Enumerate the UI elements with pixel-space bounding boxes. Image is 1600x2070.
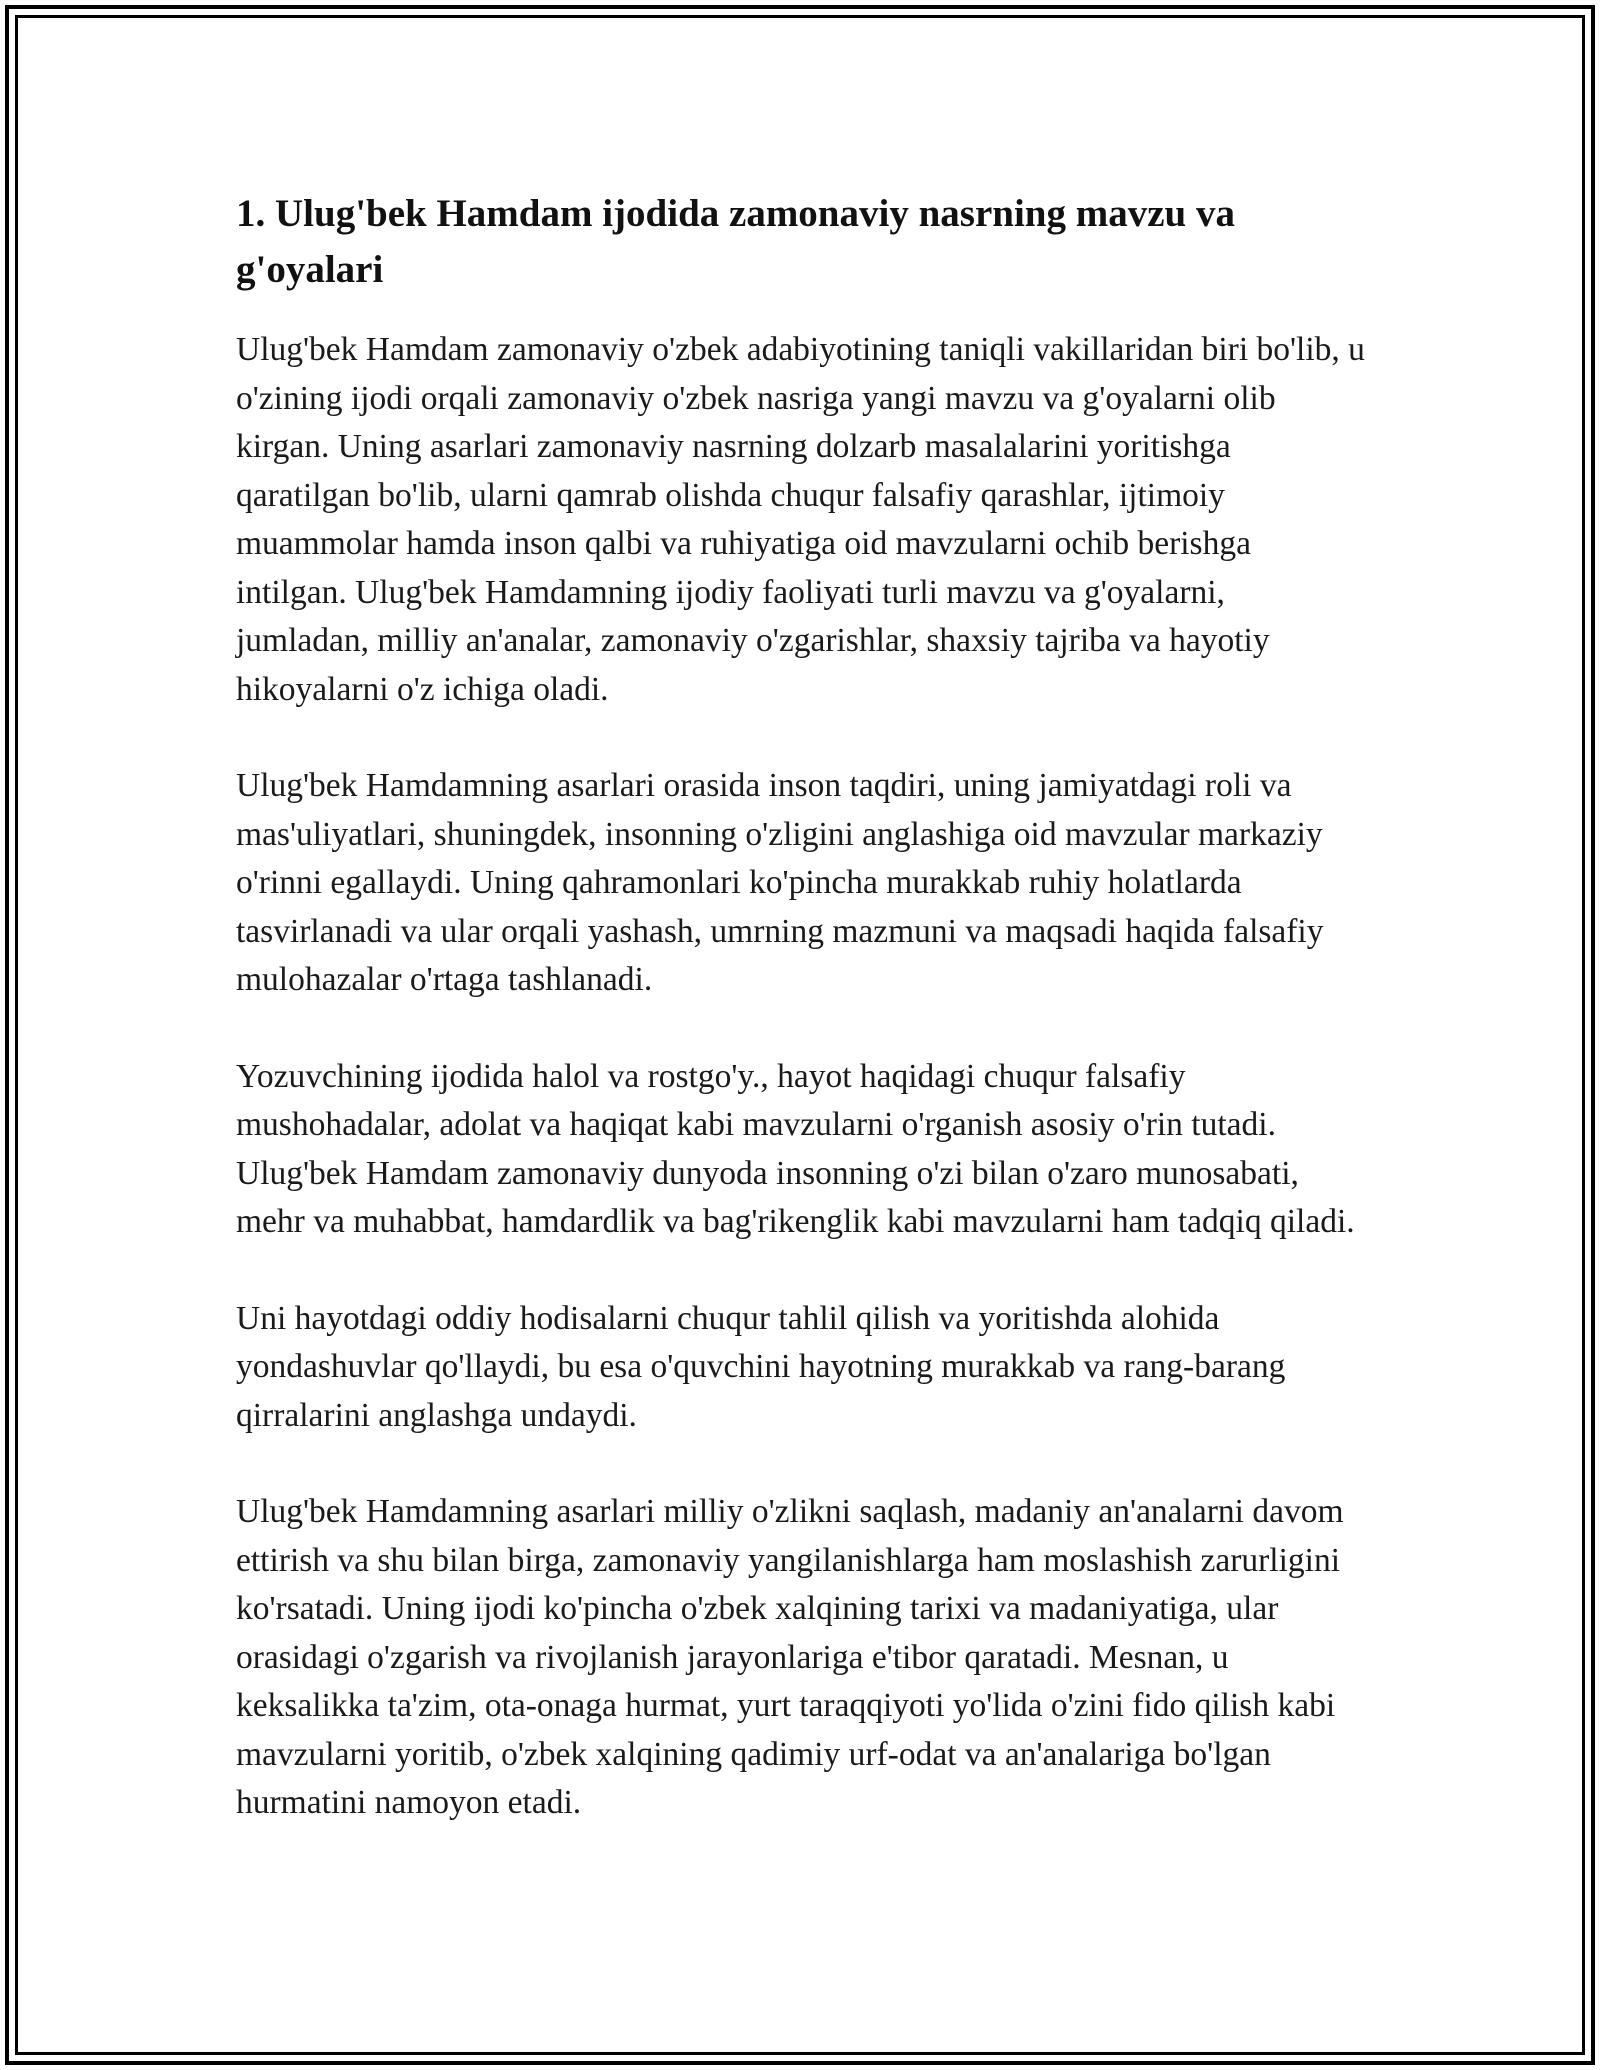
- paragraph-1: Ulug'bek Hamdam zamonaviy o'zbek adabiyotining taniqli vakillaridan biri bo'lib, u o'zining ijodi orqali zamonaviy o'zbek nasriga yangi mavzu va g'oyalarni olib kirgan. Uning asarlari zamonaviy nasrning dolzarb masalalarini yoritishga qaratilgan bo'lib, ularni qamrab olishda chuqur falsafiy qarashlar, ijtimoiy muammolar hamda inson qalbi va ruhiyatiga oid mavzularni ochib berishga intilgan. Ulug'bek Hamdamning ijodiy faoliyati turli mavzu va g'oyalarni, jumladan, milliy an'analar, zamonaviy o'zgarishlar, shaxsiy tajriba va hayotiy hikoyalarni o'z ichiga oladi.: [236, 331, 1365, 708]
- paragraph-3: Yozuvchining ijodida halol va rostgo'y., hayot haqidagi chuqur falsafiy mushohadalar, adolat va haqiqat kabi mavzularni o'rganish asosiy o'rin tutadi. Ulug'bek Hamdam zamonaviy dunyoda insonning o'zi bilan o'zaro munosabati, mehr va muhabbat, hamdardlik va bag'rikenglik kabi mavzularni ham tadqiq qiladi.: [236, 1057, 1355, 1240]
- paragraph-5: Ulug'bek Hamdamning asarlari milliy o'zlikni saqlash, madaniy an'analarni davom ettirish va shu bilan birga, zamonaviy yangilanishlarga ham moslashish zarurligini ko'rsatadi. Uning ijodi ko'pincha o'zbek xalqining tarixi va madaniyatiga, ular orasidagi o'zgarish va rivojlanish jarayonlariga e'tibor qaratadi. Mesnan, u keksalikka ta'zim, ota-onaga hurmat, yurt taraqqiyoti yo'lida o'zini fido qilish kabi mavzularni yoritib, o'zbek xalqining qadimiy urf-odat va an'analariga bo'lgan hurmatini namoyon etadi.: [236, 1493, 1344, 1821]
- section-heading: 1. Ulug'bek Hamdam ijodida zamonaviy nasrning mavzu va g'oyalari: [236, 192, 1235, 291]
- paragraph-4: Uni hayotdagi oddiy hodisalarni chuqur tahlil qilish va yoritishda alohida yondashuvlar qo'llaydi, bu esa o'quvchini hayotning murakkab va rang-barang qirralarini anglashga undaydi.: [236, 1299, 1286, 1434]
- document-body: [236, 186, 1366, 1876]
- paragraph-2: Ulug'bek Hamdamning asarlari orasida inson taqdiri, uning jamiyatdagi roli va mas'uliyatlari, shuningdek, insonning o'zligini anglashiga oid mavzular markaziy o'rinni egallaydi. Uning qahramonlari ko'pincha murakkab ruhiy holatlarda tasvirlanadi va ular orqali yashash, umrning mazmuni va maqsadi haqida falsafiy mulohazalar o'rtaga tashlanadi.: [236, 767, 1324, 998]
